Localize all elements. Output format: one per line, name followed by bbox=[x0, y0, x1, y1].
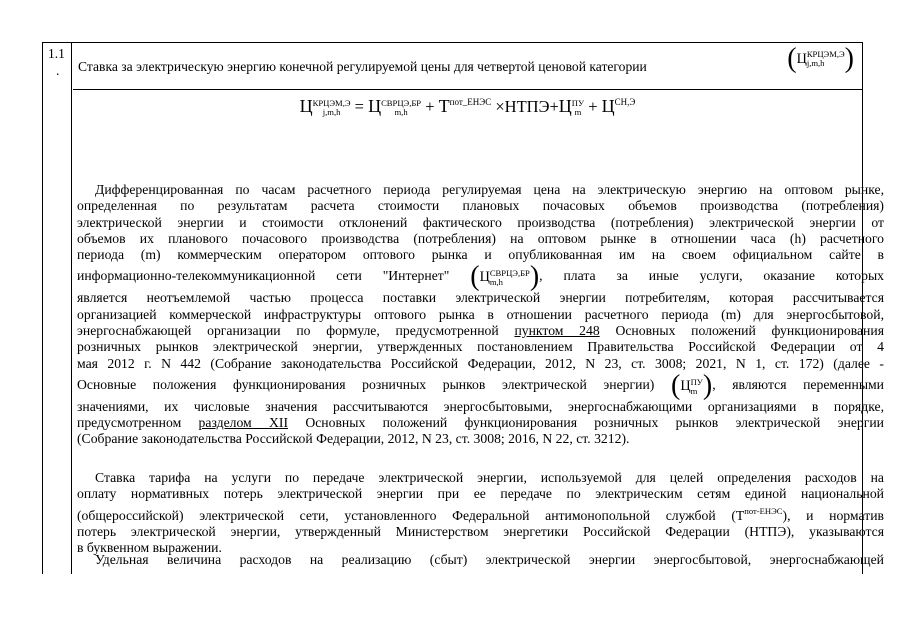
text-line: Основные положения функционирования розничных рынков электрической энергии) (Ц ПУ m ), являются переменными bbox=[77, 369, 884, 401]
row-number: 1.1 bbox=[48, 46, 65, 61]
text-line: оплату нормативных потерь электрической энергии при ее передаче по электрическим сетям единой национальной bbox=[77, 486, 884, 502]
text-line: определенная по результатам расчета стоимости плановых почасовых объемов производства (потребления) bbox=[77, 198, 884, 214]
text-line: энергоснабжающей организации по формуле, предусмотренной пунктом 248 Основных положений функционирования bbox=[77, 322, 885, 338]
text-line: организацией коммерческой инфраструктуры оптового рынка в отношении расчетного периода (m) для энергосбытовой, bbox=[77, 306, 884, 322]
text-line: мая 2012 г. N 442 (Собрание законодательства Российской Федерации, 2012, N 23, ст. 3008; 2021, N 1, ст. 172) (далее - bbox=[77, 355, 884, 371]
inline-formula-pu: (Ц ПУ m ) bbox=[670, 369, 713, 401]
text-line: периода (m) коммерческим оператором оптового рынка и опубликованная им на своем официальном сайте в bbox=[77, 247, 884, 263]
text-line: Дифференцированная по часам расчетного периода регулируемая цена на электрическую энергию на оптовом рынке, bbox=[95, 182, 884, 197]
text-line: является неотъемлемой частью процесса поставки электрической энергии потребителям, которая рассчитывается bbox=[77, 290, 884, 306]
text-line: объемов их планового почасового производства (потребления) на оптовом рынке в отношении часа (h) расчетного bbox=[77, 230, 884, 246]
text-line: розничных рынков электрической энергии, утвержденных постановлением Правительства Российской Федерации от 4 bbox=[77, 339, 884, 355]
text-line: Удельная величина расходов на реализацию (сбыт) электрической энергии энергосбытовой, энергоснабжающей bbox=[95, 552, 884, 567]
paragraph-1 bbox=[77, 182, 884, 448]
document-table bbox=[42, 42, 885, 574]
main-formula: Ц КРЦЭМ,Э j,m,h = Ц СВРЦЭ,БР m,h + $Т^{пот\_ЕНЭС}$ ×НТПЭ+Ц ПУ m + $Ц^{СН,Э}$ bbox=[299, 96, 636, 118]
row-number-cell bbox=[43, 43, 72, 574]
row-header-cell bbox=[73, 43, 862, 90]
link-razdel-xii[interactable]: разделом XII bbox=[198, 414, 289, 430]
row-header-text: Ставка за электрическую энергию конечной регулируемой цены для четвертой ценовой категории bbox=[78, 59, 647, 74]
text-line: (общероссийской) электрической сети, установленного Федеральной антимонопольной службой $(Т^{пот-ЕНЭС})$, и норматив bbox=[77, 505, 884, 523]
text-line: Ставка тарифа на услуги по передаче электрической энергии, используемой для целей определения расходов на bbox=[95, 470, 884, 485]
text-line: значениями, их числовые значения рассчитываются энергосбытовыми, энергоснабжающими организациями в порядке, bbox=[77, 398, 884, 414]
text-line: в буквенном выражении. bbox=[77, 540, 222, 556]
text-line: информационно-телекоммуникационной сети "Интернет" (Ц СВРЦЭ,БР m,h ), плата за иные услуги, оказание которых bbox=[77, 261, 884, 293]
row-number-dot: . bbox=[56, 63, 60, 78]
header-formula: (Ц КРЦЭМ,Э j,m,h ) bbox=[787, 43, 854, 74]
inline-formula-svrce: (Ц СВРЦЭ,БР m,h ) bbox=[470, 261, 540, 293]
text-line: (Собрание законодательства Российской Федерации, 2012, N 23, ст. 3008; 2016, N 22, ст. 3212). bbox=[77, 431, 630, 447]
paragraph-3 bbox=[77, 552, 884, 568]
text-line: электрической энергии и стоимости отклонений фактического производства (потребления) электрической энергии от bbox=[77, 214, 884, 230]
text-line: потерь электрической энергии, утвержденный Министерством энергетики Российской Федерации (НТПЭ), указываются bbox=[77, 523, 884, 539]
row-body-cell bbox=[73, 90, 885, 574]
text-line: предусмотренном разделом XII Основных положений функционирования розничных рынков электрической энергии bbox=[77, 414, 885, 430]
link-punkt-248[interactable]: пунктом 248 bbox=[514, 322, 600, 338]
paragraph-2 bbox=[77, 470, 884, 556]
